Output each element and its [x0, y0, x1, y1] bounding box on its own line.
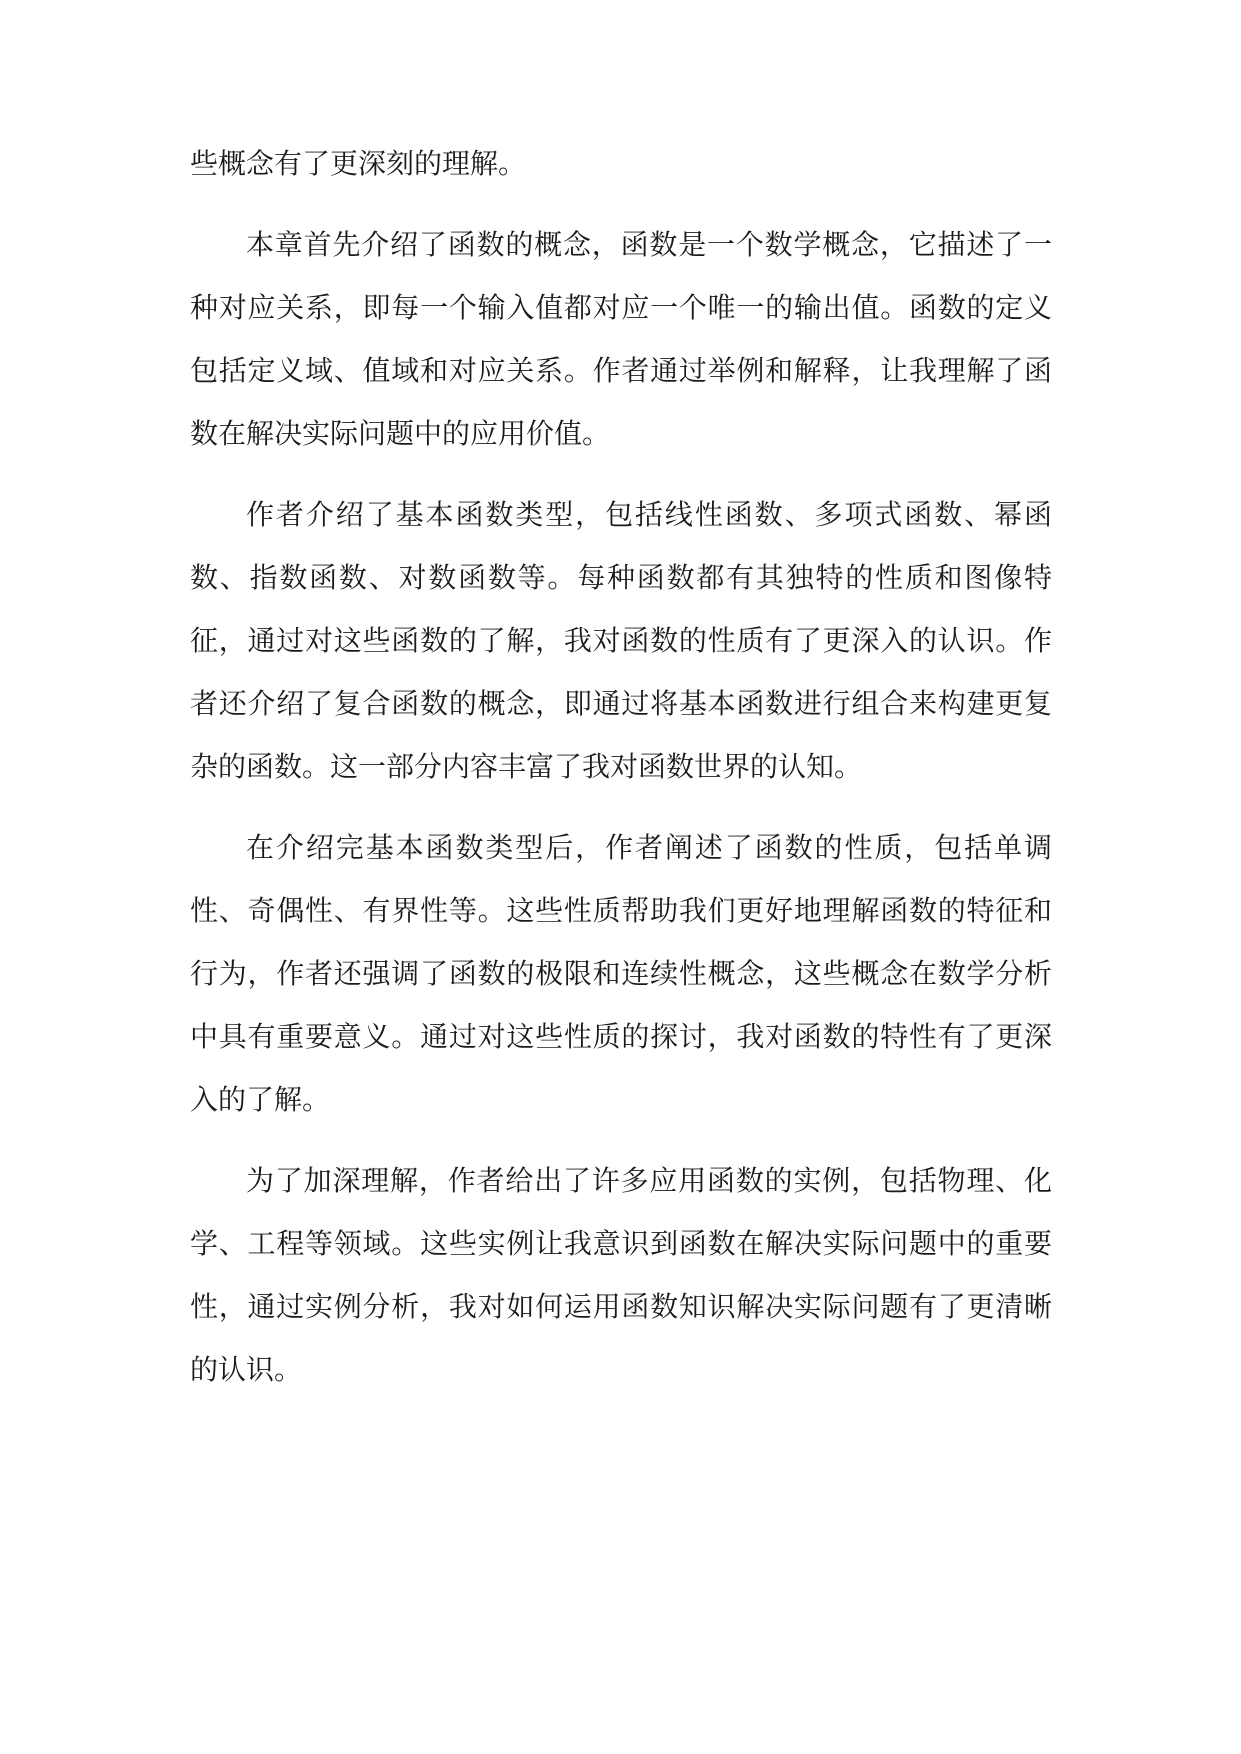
paragraph-function-properties: 在介绍完基本函数类型后，作者阐述了函数的性质，包括单调性、奇偶性、有界性等。这些性质帮助我们更好地理解函数的特征和行为，作者还强调了函数的极限和连续性概念，这些概念在数学分析中具有重要意义。通过对这些性质的探讨，我对函数的特性有了更深入的了解。 [190, 831, 1052, 1116]
paragraph-application-examples: 为了加深理解，作者给出了许多应用函数的实例，包括物理、化学、工程等领域。这些实例让我意识到函数在解决实际问题中的重要性，通过实例分析，我对如何运用函数知识解决实际问题有了更清晰的认识。 [190, 1164, 1052, 1386]
document-body [190, 132, 1052, 1419]
paragraph-continuation: 些概念有了更深刻的理解。 [190, 147, 527, 180]
paragraph-function-concept: 本章首先介绍了函数的概念，函数是一个数学概念，它描述了一种对应关系，即每一个输入值都对应一个唯一的输出值。函数的定义包括定义域、值域和对应关系。作者通过举例和解释，让我理解了函数在解决实际问题中的应用价值。 [190, 228, 1052, 450]
paragraph-basic-function-types: 作者介绍了基本函数类型，包括线性函数、多项式函数、幂函数、指数函数、对数函数等。每种函数都有其独特的性质和图像特征，通过对这些函数的了解，我对函数的性质有了更深入的认识。作者还介绍了复合函数的概念，即通过将基本函数进行组合来构建更复杂的函数。这一部分内容丰富了我对函数世界的认知。 [190, 498, 1052, 783]
